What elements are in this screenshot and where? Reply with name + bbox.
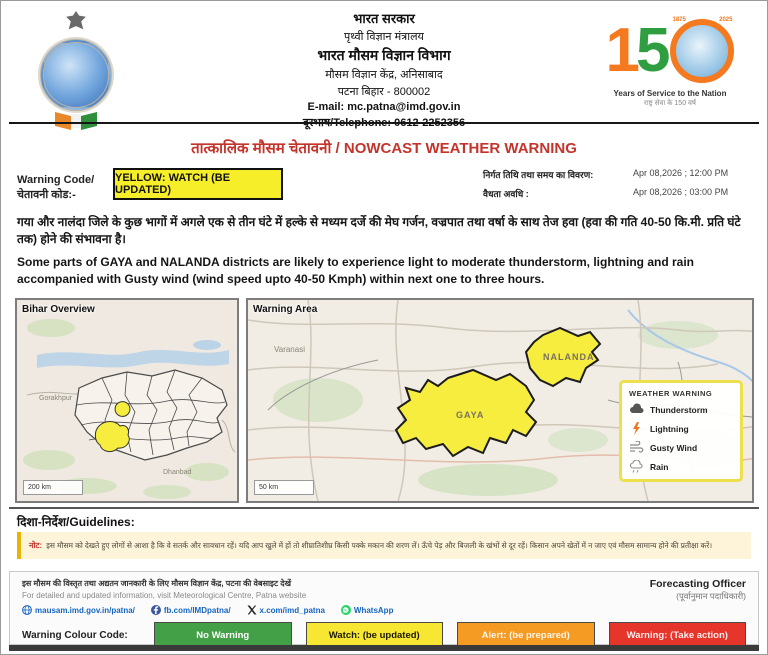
warning-area-map <box>246 298 754 503</box>
centre-line: मौसम विज्ञान केंद्र, अनिसाबाद <box>325 69 443 81</box>
lightning-icon <box>629 422 644 435</box>
warning-map-scale-bar: 50 km <box>254 480 314 495</box>
logo-year-end: 2025 <box>719 17 733 23</box>
document-header <box>15 9 753 129</box>
thunderstorm-icon <box>629 403 644 416</box>
logo-year-start: 1875 <box>672 17 686 23</box>
colour-code-alert: Alert: (be prepared) <box>457 622 595 649</box>
website-link-label: mausam.imd.gov.in/patna/ <box>35 605 135 615</box>
guidelines-divider <box>9 507 759 509</box>
facebook-link[interactable] <box>151 605 231 615</box>
bottom-bar <box>9 645 759 651</box>
legend-label-rain: Rain <box>650 461 669 472</box>
legend-item-thunderstorm <box>629 403 733 416</box>
legend-label-thunderstorm: Thunderstorm <box>650 404 708 415</box>
logo-digit-1: 1 <box>605 16 636 85</box>
legend-title: WEATHER WARNING <box>629 389 713 398</box>
guidelines-heading: दिशा-निर्देश/Guidelines: <box>17 515 135 529</box>
maps-section <box>15 298 754 503</box>
guidelines-note-box <box>17 532 751 559</box>
facebook-icon <box>151 605 161 615</box>
officer-title-hi: (पूर्वानुमान पदाधिकारी) <box>676 591 746 601</box>
ashoka-capital-icon <box>63 11 89 37</box>
district-label-nalanda: NALANDA <box>543 352 595 362</box>
phone-line: दूरभाष/Telephone: 0612-2252356 <box>302 117 466 129</box>
officer-title-en: Forecasting Officer <box>649 578 746 590</box>
whatsapp-link-label: WhatsApp <box>353 605 394 615</box>
legend-item-lightning <box>629 422 733 435</box>
warning-text-hindi: गया और नालंदा जिले के कुछ भागों में अगले एक से तीन घंटे में हल्के से मध्यम दर्जे की मेघ गर्जन, वज्रपात तथा वर्षा के साथ तेज हवा (हवा की गति 40-50 कि.मी. प्रति घंटे तक) होने की संभावना है। <box>17 215 741 247</box>
legend-label-gusty-wind: Gusty Wind <box>650 442 698 453</box>
whatsapp-icon <box>341 605 351 615</box>
validity-label: वैधता अवधि : <box>483 189 529 199</box>
logo-globe-icon <box>670 19 734 83</box>
issue-date-value: Apr 08,2026 ; 12:00 PM <box>633 168 729 178</box>
ministry-line: पृथ्वी विज्ञान मंत्रालय <box>344 31 424 43</box>
forecasting-officer-block <box>650 578 746 602</box>
email-line: E-mail: mc.patna@imd.gov.in <box>307 101 461 113</box>
logo-tagline-hi: राष्ट्र सेवा के 150 वर्ष <box>644 100 696 107</box>
logo-tagline-en: Years of Service to the Nation <box>613 89 727 98</box>
legend-item-rain <box>629 460 733 473</box>
imd-emblem-logo <box>33 11 119 117</box>
overview-map-image <box>17 300 237 501</box>
warning-code-label <box>17 173 94 203</box>
city-label-varanasi: Varanasi <box>274 345 305 354</box>
imd-seal-icon <box>40 39 112 111</box>
warning-code-badge: YELLOW: WATCH (BE UPDATED) <box>113 168 283 200</box>
overview-scale-bar: 200 km <box>23 480 83 495</box>
page-title: तात्कालिक मौसम चेतावनी / NOWCAST WEATHER WARNING <box>191 140 577 157</box>
footer-info-hindi: इस मौसम की विस्तृत तथा अद्यतन जानकारी के लिए मौसम विज्ञान केंद्र, पटना की वेबसाइट देखें <box>22 579 292 588</box>
document-footer <box>9 571 759 645</box>
x-icon <box>247 605 257 615</box>
x-link[interactable] <box>247 605 325 615</box>
header-text-block <box>185 9 583 130</box>
warning-code-row <box>17 168 751 210</box>
overview-city-dhanbad: Dhanbad <box>163 469 192 476</box>
imd-150-years-logo <box>595 15 745 108</box>
globe-icon <box>22 605 32 615</box>
gov-of-india-line: भारत सरकार <box>353 11 415 26</box>
colour-code-warning: Warning: (Take action) <box>609 622 747 649</box>
department-line: भारत मौसम विज्ञान विभाग <box>317 47 451 63</box>
legend-label-lightning: Lightning <box>650 423 689 434</box>
header-divider <box>9 122 759 124</box>
rain-icon <box>629 460 644 473</box>
warning-code-label-hi: चेतावनी कोड:- <box>17 188 76 201</box>
address-line: पटना बिहार - 800002 <box>337 86 431 98</box>
legend-item-gusty-wind <box>629 441 733 454</box>
website-link[interactable] <box>22 605 135 615</box>
footer-links-row <box>22 605 746 615</box>
whatsapp-link[interactable] <box>341 605 394 615</box>
issue-validity-block <box>483 168 751 206</box>
colour-code-no-warning: No Warning <box>154 622 292 649</box>
facebook-link-label: fb.com/IMDpatna/ <box>163 605 231 615</box>
colour-code-watch: Watch: (be updated) <box>306 622 444 649</box>
validity-value: Apr 08,2026 ; 03:00 PM <box>633 187 729 197</box>
tricolor-ribbon-icon <box>33 114 119 128</box>
overview-map-title: Bihar Overview <box>22 304 95 315</box>
x-link-label: x.com/imd_patna <box>259 605 325 615</box>
district-label-gaya: GAYA <box>456 410 485 420</box>
weather-warning-legend <box>619 380 743 482</box>
logo-digit-5: 5 <box>636 16 669 85</box>
bihar-overview-map <box>15 298 239 503</box>
warning-text-english: Some parts of GAYA and NALANDA districts are likely to experience light to moderate thunderstorm, lightning and rain accompanied with Gusty wind (wind speed upto 40-50 Kmph) within next one to three hours. <box>17 255 695 287</box>
warning-code-label-en: Warning Code/ <box>17 174 95 186</box>
issue-date-label: निर्गत तिथि तथा समय का विवरण: <box>483 170 594 180</box>
footer-info-english: For detailed and updated information, visit Meteorological Centre, Patna website <box>22 591 307 600</box>
note-label: नोट: <box>29 541 43 550</box>
gusty-wind-icon <box>629 441 644 454</box>
note-text: इस मौसम को देखते हुए लोगों से आशा है कि वे सतर्क और सावधान रहें। यदि आप खुले में हों तो शीघ्रातिशीघ्र किसी पक्के मकान की शरण लें। ऊँचे पेड़ और बिजली के खंभों से दूर रहें। किसान अपने खेतों में न जाए एवं मौसम सामान्य होने की प्रतीक्षा करें। <box>46 540 713 550</box>
colour-code-label: Warning Colour Code: <box>22 630 128 641</box>
overview-city-gorakhpur: Gorakhpur <box>39 395 73 402</box>
warning-map-title: Warning Area <box>253 304 318 315</box>
